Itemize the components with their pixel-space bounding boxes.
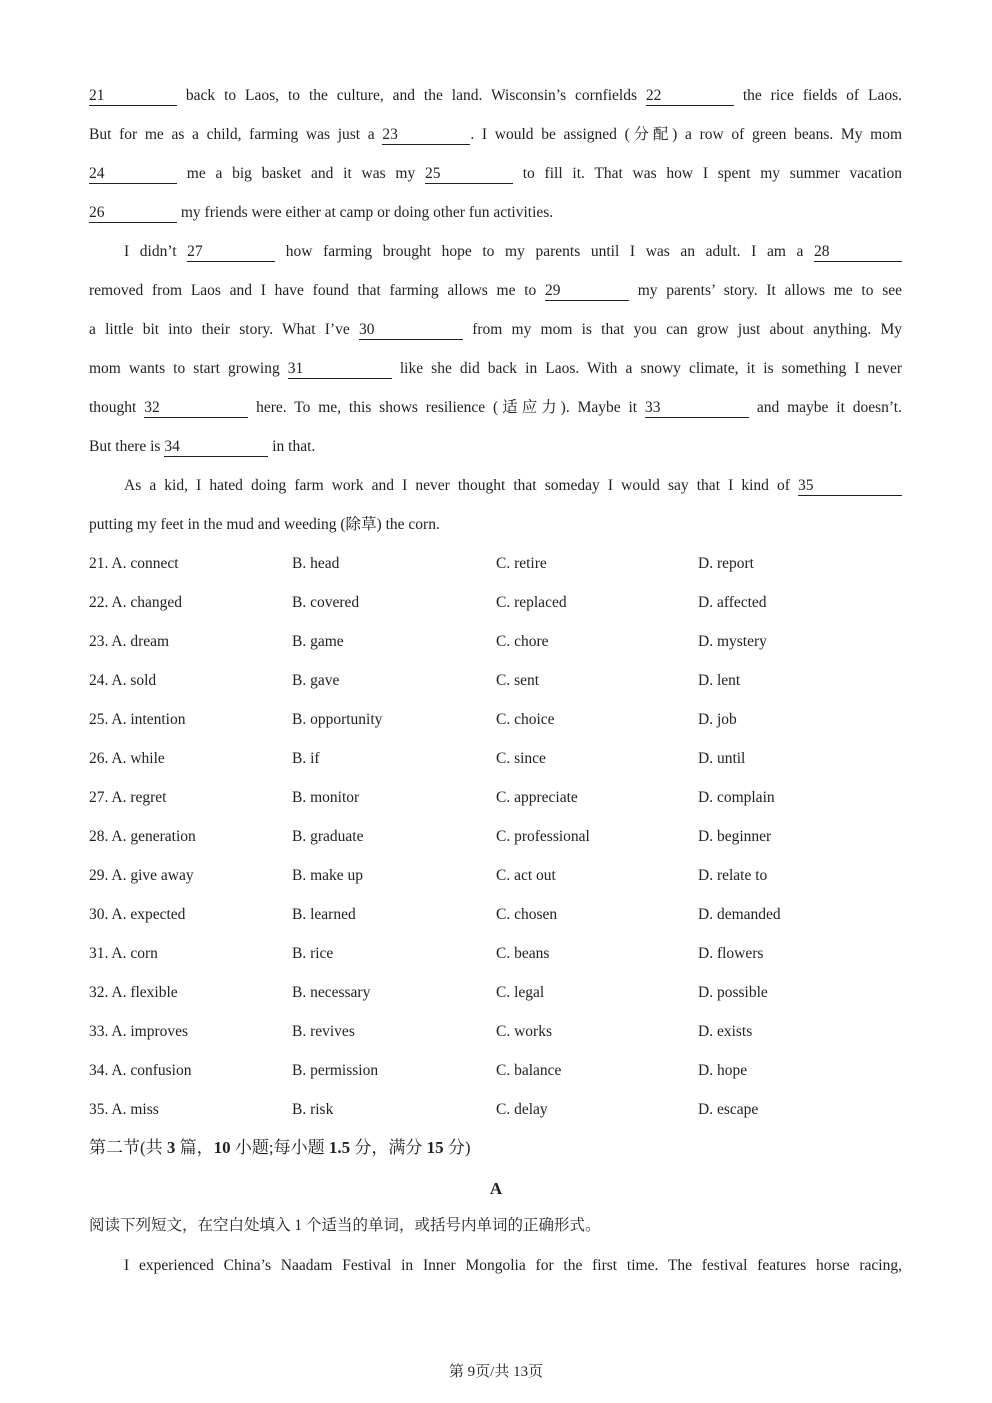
option-c: C. professional (496, 828, 590, 845)
option-a: 28. A. generation (89, 828, 196, 845)
option-d: D. exists (698, 1023, 753, 1040)
part-title: A (489, 1179, 503, 1198)
option-b: B. revives (292, 1023, 355, 1040)
answer-blank: 33 (645, 399, 749, 418)
option-d: D. mystery (698, 633, 767, 650)
option-row (89, 866, 902, 886)
option-c: C. since (496, 750, 546, 767)
option-d: D. hope (698, 1062, 748, 1079)
passage-line: 26 my friends were either at camp or doing other fun activities. (89, 204, 554, 221)
option-b: B. covered (292, 594, 360, 611)
option-b: B. rice (292, 945, 334, 962)
option-b: B. if (292, 750, 320, 767)
option-row (89, 671, 902, 691)
passage-line: I experienced China’s Naadam Festival in Inner Mongolia for the first time. The festival features horse racing, (124, 1257, 902, 1274)
option-c: C. chore (496, 633, 549, 650)
option-c: C. legal (496, 984, 545, 1001)
option-c: C. balance (496, 1062, 562, 1079)
option-row (89, 593, 902, 613)
option-d: D. escape (698, 1101, 759, 1118)
option-b: B. monitor (292, 789, 360, 806)
answer-blank: 27 (187, 243, 275, 262)
option-c: C. retire (496, 555, 547, 572)
option-a: 22. A. changed (89, 594, 182, 611)
option-a: 25. A. intention (89, 711, 186, 728)
option-b: B. gave (292, 672, 340, 689)
passage-line: a little bit into their story. What I’ve 30 from my mom is that you can grow just about anything. My (89, 321, 902, 338)
option-d: D. beginner (698, 828, 772, 845)
answer-blank: 31 (288, 360, 392, 379)
option-row (89, 632, 902, 652)
option-a: 26. A. while (89, 750, 165, 767)
passage-line: putting my feet in the mud and weeding (除草) the corn. (89, 516, 440, 533)
answer-blank: 26 (89, 204, 177, 223)
passage-line: 21 back to Laos, to the culture, and the land. Wisconsin’s cornfields 22 the rice fields of Laos. (89, 87, 903, 104)
option-b: B. opportunity (292, 711, 383, 728)
option-row (89, 1022, 902, 1042)
option-b: B. game (292, 633, 344, 650)
option-d: D. job (698, 711, 737, 728)
passage-line: But for me as a child, farming was just a 23 . I would be assigned (分配) a row of green beans. My mom (89, 126, 902, 143)
option-a: 23. A. dream (89, 633, 170, 650)
option-c: C. sent (496, 672, 540, 689)
answer-blank: 34 (164, 438, 268, 457)
option-a: 27. A. regret (89, 789, 167, 806)
option-d: D. relate to (698, 867, 768, 884)
answer-blank: 29 (545, 282, 629, 301)
option-row (89, 944, 902, 964)
option-row (89, 1061, 902, 1081)
passage-line: As a kid, I hated doing farm work and I never thought that someday I would say that I kind of 35 (124, 476, 902, 496)
option-c: C. appreciate (496, 789, 578, 806)
option-a: 29. A. give away (89, 867, 194, 884)
option-b: B. necessary (292, 984, 371, 1001)
option-row (89, 827, 902, 847)
option-d: D. until (698, 750, 746, 767)
option-a: 35. A. miss (89, 1101, 159, 1118)
option-d: D. flowers (698, 945, 764, 962)
option-c: C. choice (496, 711, 555, 728)
answer-blank: 32 (144, 399, 248, 418)
option-row (89, 1100, 902, 1120)
option-a: 24. A. sold (89, 672, 157, 689)
answer-blank: 23 (382, 126, 470, 145)
option-d: D. demanded (698, 906, 781, 923)
option-b: B. head (292, 555, 340, 572)
passage-line: 24 me a big basket and it was my 25 to fill it. That was how I spent my summer vacation (89, 165, 903, 182)
option-d: D. affected (698, 594, 767, 611)
option-a: 32. A. flexible (89, 984, 178, 1001)
option-c: C. chosen (496, 906, 558, 923)
option-row (89, 554, 902, 574)
answer-blank: 21 (89, 87, 177, 106)
option-a: 33. A. improves (89, 1023, 189, 1040)
section-heading: 第二节(共 3 篇，10 小题;每小题 1.5 分，满分 15 分) (89, 1138, 471, 1157)
option-b: B. make up (292, 867, 364, 884)
option-c: C. act out (496, 867, 556, 884)
option-row (89, 749, 902, 769)
option-b: B. graduate (292, 828, 364, 845)
option-d: D. possible (698, 984, 768, 1001)
answer-blank: 28 (814, 243, 902, 262)
option-c: C. works (496, 1023, 552, 1040)
option-a: 30. A. expected (89, 906, 186, 923)
option-d: D. lent (698, 672, 741, 689)
passage-line: thought 32 here. To me, this shows resilience (适应力). Maybe it 33 and maybe it doesn’t. (89, 399, 902, 416)
option-a: 34. A. confusion (89, 1062, 192, 1079)
answer-blank: 30 (359, 321, 463, 340)
answer-blank: 24 (89, 165, 177, 184)
passage-line: removed from Laos and I have found that farming allows me to 29 my parents’ story. It allows me to see (89, 282, 902, 299)
option-c: C. delay (496, 1101, 548, 1118)
option-a: 31. A. corn (89, 945, 158, 962)
answer-blank: 22 (646, 87, 734, 106)
option-d: D. complain (698, 789, 775, 806)
page-footer: 第 9页/共 13页 (448, 1364, 544, 1380)
passage-line: I didn’t 27 how farming brought hope to my parents until I was an adult. I am a 28 (124, 242, 902, 262)
option-row (89, 983, 902, 1003)
option-b: B. permission (292, 1062, 379, 1079)
option-c: C. replaced (496, 594, 567, 611)
option-d: D. report (698, 555, 754, 572)
option-a: 21. A. connect (89, 555, 179, 572)
option-c: C. beans (496, 945, 550, 962)
answer-blank: 25 (425, 165, 513, 184)
passage-line: But there is 34 in that. (89, 438, 316, 455)
passage-line: mom wants to start growing 31 like she did back in Laos. With a snowy climate, it is something I never (89, 360, 902, 377)
option-row (89, 710, 902, 730)
instruction-text: 阅读下列短文，在空白处填入 1 个适当的单词，或括号内单词的正确形式。 (89, 1217, 601, 1234)
option-b: B. risk (292, 1101, 334, 1118)
answer-blank: 35 (798, 477, 902, 496)
option-b: B. learned (292, 906, 356, 923)
option-row (89, 905, 902, 925)
option-row (89, 788, 902, 808)
